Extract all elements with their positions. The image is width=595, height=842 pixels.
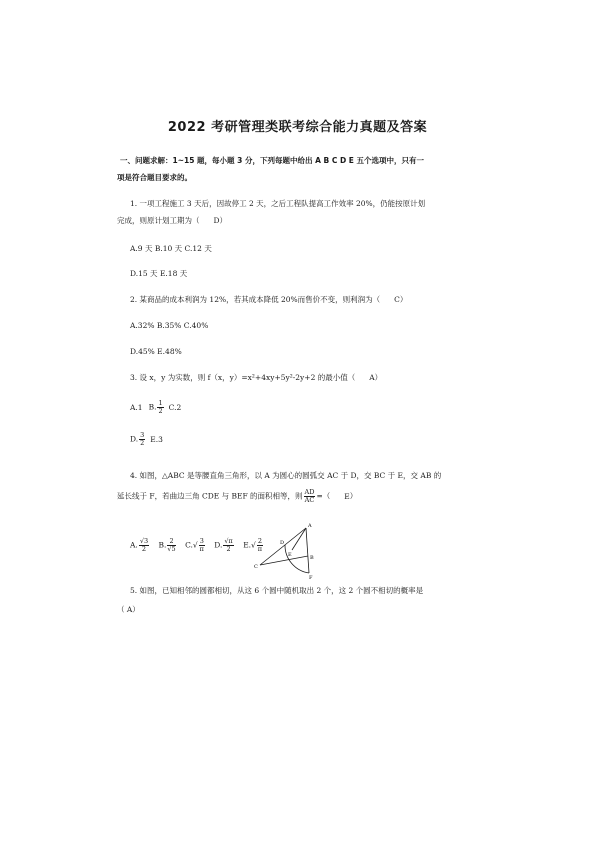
q5-stem-line2: （ A） [117,605,140,614]
q4-figure-label-d: D [280,540,285,546]
q4-option-a-label: A. [130,540,138,550]
q4-option-a-num: √3 [139,537,149,545]
q1-stem-text: 完成，则原计划工期为（ [117,216,200,225]
q3-option-d-label: D. [130,434,139,444]
q1-options-line1: A.9 天 B.10 天 C.12 天 [130,244,212,253]
q4-option-b [158,538,176,553]
q4-option-c [185,538,206,553]
q3-option-e: E.3 [150,434,163,444]
q3-option-d-fraction [139,432,145,447]
section-heading-line1: 一、问题求解：1~15 题，每小题 3 分，下列每题中给出 A B C D E 五个选项中，只有一 [120,156,425,165]
q4-option-b-label: B. [158,540,167,550]
q4-ratio-num: AD [304,488,315,496]
q4-option-b-num: 2 [167,538,175,546]
q4-figure-label-e: E [288,552,292,558]
q4-option-d [214,538,235,553]
q4-answer: E [344,491,350,501]
q3-option-a: A.1 [130,402,143,412]
q4-stem-text: 延长线于 F，若曲边三角 CDE 与 BEF 的面积相等，则 [117,491,303,501]
q4-figure-label-f: F [309,575,313,580]
q3-option-c: C.2 [168,402,182,412]
q4-option-b-fraction [167,538,175,553]
q4-figure-line-ae [292,528,306,550]
q4-stem-eq: =（ [316,491,331,501]
q4-option-a-den: 2 [141,545,147,553]
page-title: 2022 考研管理类联考综合能力真题及答案 [167,120,428,135]
q3-option-d-num: 3 [140,431,145,439]
q1-stem-line1: 1. 一项工程施工 3 天后，因故停工 2 天，之后工程队提高工作效率 20%，仍能按原计划 [130,199,426,208]
q4-option-a-fraction [139,538,149,553]
q4-option-d-num: √π [224,537,233,545]
q4-figure-label-c: C [254,564,258,570]
q1-answer: D [213,216,220,225]
q1-stem-line2 [117,215,227,227]
q3-options-line1 [130,400,187,415]
section-heading-line2: 项是符合题目要求的。 [117,173,192,182]
q2-answer: C [394,295,400,304]
q3-close: ） [374,373,383,382]
q1-close: ） [219,216,228,225]
q4-figure-arc [285,545,309,573]
q3-stem-text: 3. 设 x，y 为实数，则 f（x，y）=x²+4xy+5y²-2y+2 的最小值（ [130,373,356,382]
q3-option-b-den: 2 [158,407,163,415]
q4-option-c-radical: √ [192,540,198,550]
q2-options-line2: D.45% E.48% [130,347,182,356]
q4-figure-line-ac [260,528,306,565]
q4-option-d-label: D. [214,540,223,550]
q4-stem-line1: 4. 如图，△ABC 是等腰直角三角形，以 A 为圆心的圆弧交 AC 于 D，交 BC 于 E，交 AB 的 [130,471,442,480]
q4-figure-label-b: B [310,555,314,561]
q4-option-d-fraction [223,538,233,553]
q4-option-b-den: √5 [167,545,176,553]
q3-option-d-den: 2 [140,439,145,447]
q4-option-c-num: 3 [199,537,204,545]
q4-triangle-figure [252,500,322,580]
q3-option-b-fraction [157,400,163,415]
q4-option-c-fraction [199,538,205,553]
q3-stem-line1 [130,372,382,384]
q4-option-e-radical: √ [251,540,256,550]
q4-option-e-num: 2 [257,537,262,545]
q4-option-c-label: C. [185,540,193,550]
q3-answer: A [369,373,375,382]
q2-options-line1: A.32% B.35% C.40% [130,321,209,330]
q3-options-line2 [130,432,169,447]
q4-figure-label-a: A [308,523,312,529]
q4-figure-line-cb [260,556,308,565]
q4-close: ） [349,491,358,501]
q4-option-d-den: 2 [226,545,231,553]
q4-ratio-den: AC [304,496,315,504]
q3-option-b-label: B. [148,402,157,412]
q4-option-e-den: π [257,545,263,553]
q4-figure-line-af [306,528,309,573]
q1-options-line2: D.15 天 E.18 天 [130,269,188,278]
q4-options [130,538,270,553]
q4-option-c-den: π [199,545,204,553]
q5-stem-line1: 5. 如图，已知相邻的圆都相切，从这 6 个圆中随机取出 2 个，这 2 个圆不相切的概率是 [130,586,424,595]
q4-option-e-label: E. [243,540,252,550]
q4-option-a [130,538,150,553]
q2-close: ） [399,295,408,304]
q2-stem-text: 2. 某商品的成本利润为 12%，若其成本降低 20%而售价不变，则利润为（ [130,295,381,304]
q2-stem-line1 [130,294,407,306]
q3-option-b-num: 1 [158,399,163,407]
